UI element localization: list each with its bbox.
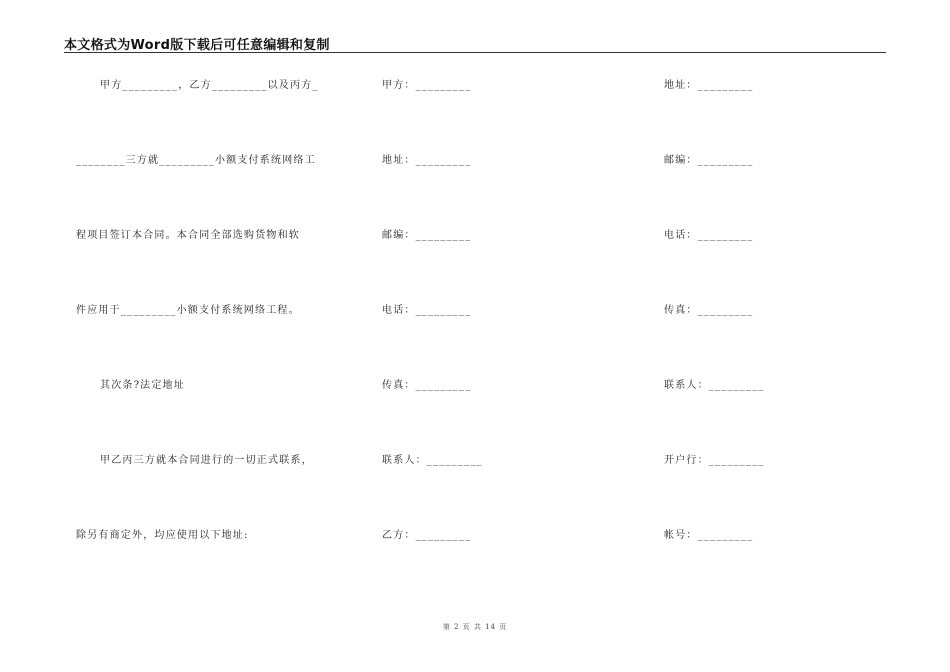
- party-b-account-field: 帐号：_________: [664, 530, 754, 541]
- header-title: 本文格式为Word版下载后可任意编辑和复制: [64, 38, 330, 53]
- party-a-fax-field: 传真：_________: [382, 380, 472, 391]
- party-a-postcode-field: 邮编：_________: [382, 230, 472, 241]
- page-header: [64, 32, 886, 53]
- party-a-field: 甲方：_________: [382, 80, 472, 91]
- left-line-7: 除另有商定外，均应使用以下地址:: [76, 530, 249, 541]
- left-line-4: 件应用于_________小额支付系统网络工程。: [76, 305, 300, 316]
- party-b-postcode-field: 邮编：_________: [664, 155, 754, 166]
- party-b-fax-field: 传真：_________: [664, 305, 754, 316]
- party-b-address-field: 地址：_________: [664, 80, 754, 91]
- page-footer: 第 2 页 共 14 页: [442, 623, 508, 631]
- left-line-2: ________三方就_________小额支付系统网络工: [76, 155, 316, 166]
- left-line-5-section-heading: 其次条?法定地址: [100, 380, 185, 391]
- party-b-phone-field: 电话：_________: [664, 230, 754, 241]
- left-line-1: 甲方_________，乙方_________以及丙方_: [100, 80, 319, 91]
- party-a-contact-field: 联系人：_________: [382, 455, 483, 466]
- party-a-address-field: 地址：_________: [382, 155, 472, 166]
- left-line-6: 甲乙丙三方就本合同进行的一切正式联系，: [100, 455, 313, 466]
- party-b-bank-field: 开户行：_________: [664, 455, 765, 466]
- party-b-field: 乙方：_________: [382, 530, 472, 541]
- left-line-3: 程项目签订本合同。本合同全部选购货物和软: [76, 230, 300, 241]
- party-b-contact-field: 联系人：_________: [664, 380, 765, 391]
- party-a-phone-field: 电话：_________: [382, 305, 472, 316]
